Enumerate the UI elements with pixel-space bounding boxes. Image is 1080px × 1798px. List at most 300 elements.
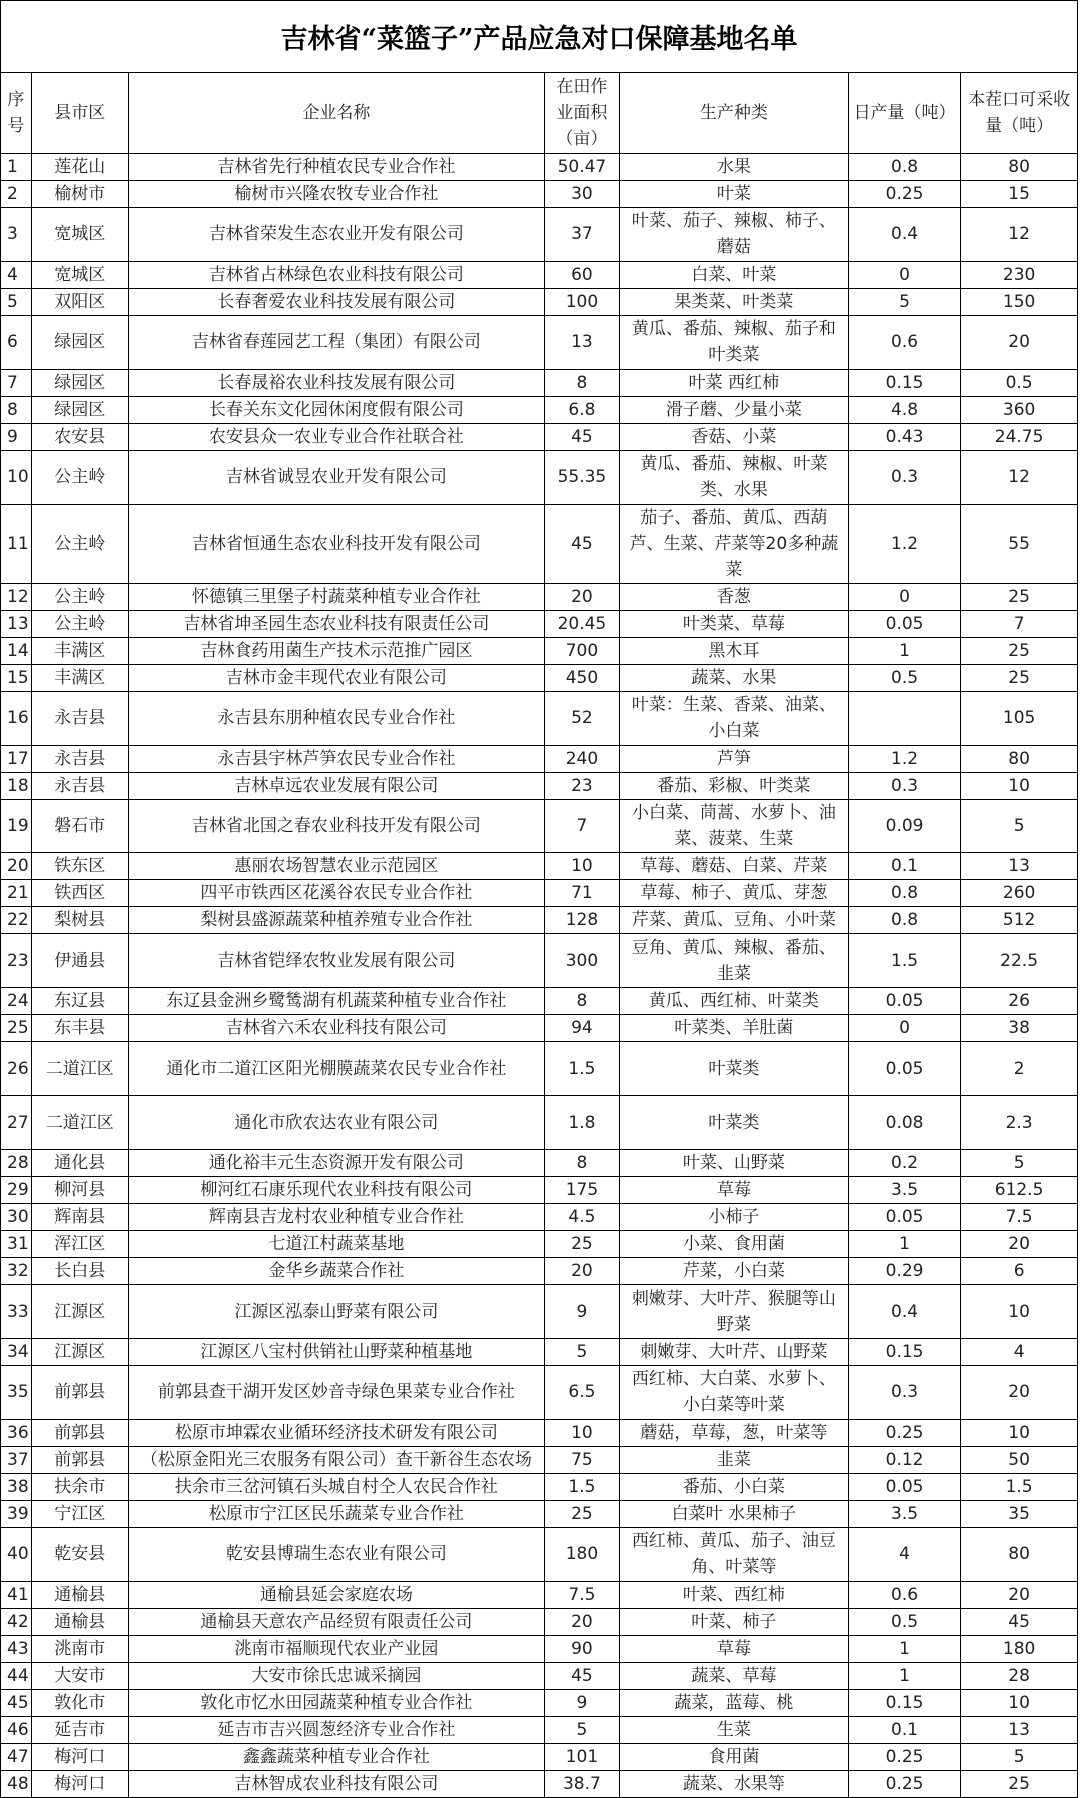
cell-daily: 0 xyxy=(848,261,960,288)
table-row xyxy=(1,880,1078,907)
cell-daily: 0.15 xyxy=(848,369,960,396)
cell-seq: 47 xyxy=(1,1743,32,1770)
cell-area: 9 xyxy=(544,1285,619,1339)
header-seq: 序号 xyxy=(1,73,32,154)
cell-seq: 9 xyxy=(1,423,32,450)
cell-company: 梨树县盛源蔬菜种植养殖专业合作社 xyxy=(128,907,544,934)
table-row xyxy=(1,396,1078,423)
cell-type: 果类菜、叶类菜 xyxy=(619,288,848,315)
table-body xyxy=(1,154,1078,1798)
table-row xyxy=(1,288,1078,315)
cell-company: 洮南市福顺现代农业产业园 xyxy=(128,1635,544,1662)
cell-daily: 3.5 xyxy=(848,1177,960,1204)
base-list-table xyxy=(0,72,1078,1798)
table-row xyxy=(1,691,1078,745)
table-row xyxy=(1,583,1078,610)
cell-seq: 45 xyxy=(1,1689,32,1716)
cell-harvest: 360 xyxy=(961,396,1078,423)
cell-type: 叶菜：生菜、香菜、油菜、小白菜 xyxy=(619,691,848,745)
table-row xyxy=(1,853,1078,880)
table-row xyxy=(1,610,1078,637)
cell-company: 长春奢爱农业科技发展有限公司 xyxy=(128,288,544,315)
cell-area: 38.7 xyxy=(544,1770,619,1797)
cell-area: 25 xyxy=(544,1500,619,1527)
table-row xyxy=(1,1635,1078,1662)
cell-area: 20.45 xyxy=(544,610,619,637)
cell-harvest: 10 xyxy=(961,1285,1078,1339)
cell-company: 通榆县延会家庭农场 xyxy=(128,1581,544,1608)
cell-area: 37 xyxy=(544,208,619,262)
table-row xyxy=(1,664,1078,691)
cell-county: 辉南县 xyxy=(31,1204,128,1231)
cell-type: 白菜叶 水果柿子 xyxy=(619,1500,848,1527)
cell-county: 宽城区 xyxy=(31,208,128,262)
cell-county: 长白县 xyxy=(31,1258,128,1285)
cell-daily: 0.12 xyxy=(848,1446,960,1473)
cell-harvest: 12 xyxy=(961,450,1078,504)
table-row xyxy=(1,799,1078,853)
cell-daily: 0.6 xyxy=(848,315,960,369)
cell-county: 通化县 xyxy=(31,1150,128,1177)
cell-county: 丰满区 xyxy=(31,637,128,664)
cell-seq: 29 xyxy=(1,1177,32,1204)
cell-type: 豆角、黄瓜、辣椒、番茄、韭菜 xyxy=(619,934,848,988)
table-row xyxy=(1,423,1078,450)
cell-county: 梨树县 xyxy=(31,907,128,934)
cell-harvest: 38 xyxy=(961,1015,1078,1042)
cell-company: 吉林省铠绎农牧业发展有限公司 xyxy=(128,934,544,988)
table-row xyxy=(1,1150,1078,1177)
cell-seq: 36 xyxy=(1,1419,32,1446)
cell-county: 通榆县 xyxy=(31,1581,128,1608)
cell-daily: 0.25 xyxy=(848,1770,960,1797)
cell-county: 浑江区 xyxy=(31,1231,128,1258)
cell-daily: 1 xyxy=(848,1662,960,1689)
cell-type: 草莓 xyxy=(619,1635,848,1662)
cell-type: 西红柿、大白菜、水萝卜、小白菜等叶菜 xyxy=(619,1366,848,1420)
cell-daily: 1 xyxy=(848,1635,960,1662)
cell-harvest: 7.5 xyxy=(961,1204,1078,1231)
cell-type: 草莓、柿子、黄瓜、芽葱 xyxy=(619,880,848,907)
cell-county: 永吉县 xyxy=(31,691,128,745)
cell-daily: 0 xyxy=(848,1015,960,1042)
cell-harvest: 50 xyxy=(961,1446,1078,1473)
cell-type: 蔬菜、水果等 xyxy=(619,1770,848,1797)
cell-county: 二道江区 xyxy=(31,1042,128,1096)
cell-county: 洮南市 xyxy=(31,1635,128,1662)
cell-county: 前郭县 xyxy=(31,1419,128,1446)
cell-harvest: 7 xyxy=(961,610,1078,637)
cell-company: （松原金阳光三农服务有限公司）查干新谷生态农场 xyxy=(128,1446,544,1473)
cell-county: 永吉县 xyxy=(31,745,128,772)
cell-area: 1.8 xyxy=(544,1096,619,1150)
cell-company: 吉林省六禾农业科技有限公司 xyxy=(128,1015,544,1042)
header-daily: 日产量（吨） xyxy=(848,73,960,154)
cell-type: 香葱 xyxy=(619,583,848,610)
cell-seq: 25 xyxy=(1,1015,32,1042)
cell-type: 叶菜、山野菜 xyxy=(619,1150,848,1177)
cell-harvest: 260 xyxy=(961,880,1078,907)
cell-company: 吉林省诚昱农业开发有限公司 xyxy=(128,450,544,504)
cell-daily: 5 xyxy=(848,288,960,315)
cell-company: 乾安县博瑞生态农业有限公司 xyxy=(128,1527,544,1581)
cell-harvest: 150 xyxy=(961,288,1078,315)
cell-county: 双阳区 xyxy=(31,288,128,315)
cell-daily: 0.2 xyxy=(848,1150,960,1177)
cell-county: 宽城区 xyxy=(31,261,128,288)
cell-area: 30 xyxy=(544,181,619,208)
cell-area: 7.5 xyxy=(544,1581,619,1608)
cell-seq: 40 xyxy=(1,1527,32,1581)
cell-company: 敦化市忆水田园蔬菜种植专业合作社 xyxy=(128,1689,544,1716)
cell-county: 东丰县 xyxy=(31,1015,128,1042)
cell-company: 吉林智成农业科技有限公司 xyxy=(128,1770,544,1797)
cell-area: 13 xyxy=(544,315,619,369)
cell-daily: 0.05 xyxy=(848,1473,960,1500)
table-row xyxy=(1,1042,1078,1096)
cell-seq: 41 xyxy=(1,1581,32,1608)
cell-county: 梅河口 xyxy=(31,1770,128,1797)
header-type: 生产种类 xyxy=(619,73,848,154)
cell-harvest: 2 xyxy=(961,1042,1078,1096)
cell-county: 东辽县 xyxy=(31,988,128,1015)
cell-county: 二道江区 xyxy=(31,1096,128,1150)
cell-county: 柳河县 xyxy=(31,1177,128,1204)
table-row xyxy=(1,988,1078,1015)
table-row xyxy=(1,154,1078,181)
cell-harvest: 12 xyxy=(961,208,1078,262)
cell-harvest: 22.5 xyxy=(961,934,1078,988)
cell-seq: 17 xyxy=(1,745,32,772)
cell-county: 莲花山 xyxy=(31,154,128,181)
cell-daily: 0.6 xyxy=(848,1581,960,1608)
table-row xyxy=(1,1500,1078,1527)
cell-area: 25 xyxy=(544,1231,619,1258)
cell-company: 松原市宁江区民乐蔬菜专业合作社 xyxy=(128,1500,544,1527)
cell-type: 叶菜、柿子 xyxy=(619,1608,848,1635)
cell-harvest: 24.75 xyxy=(961,423,1078,450)
cell-seq: 19 xyxy=(1,799,32,853)
cell-daily: 3.5 xyxy=(848,1500,960,1527)
cell-daily: 0.8 xyxy=(848,907,960,934)
cell-company: 东辽县金洲乡鹭鸶湖有机蔬菜种植专业合作社 xyxy=(128,988,544,1015)
cell-seq: 42 xyxy=(1,1608,32,1635)
cell-harvest: 6 xyxy=(961,1258,1078,1285)
cell-seq: 8 xyxy=(1,396,32,423)
cell-daily: 0.3 xyxy=(848,772,960,799)
cell-daily: 1 xyxy=(848,637,960,664)
cell-seq: 35 xyxy=(1,1366,32,1420)
cell-harvest: 25 xyxy=(961,664,1078,691)
cell-harvest: 80 xyxy=(961,1527,1078,1581)
table-row xyxy=(1,1581,1078,1608)
cell-county: 江源区 xyxy=(31,1285,128,1339)
cell-area: 45 xyxy=(544,1662,619,1689)
cell-area: 1.5 xyxy=(544,1473,619,1500)
cell-county: 敦化市 xyxy=(31,1689,128,1716)
cell-area: 75 xyxy=(544,1446,619,1473)
table-row xyxy=(1,1473,1078,1500)
cell-daily: 0.08 xyxy=(848,1096,960,1150)
cell-harvest: 20 xyxy=(961,1581,1078,1608)
cell-harvest: 35 xyxy=(961,1500,1078,1527)
cell-harvest: 4 xyxy=(961,1339,1078,1366)
cell-type: 白菜、叶菜 xyxy=(619,261,848,288)
table-row xyxy=(1,1608,1078,1635)
table-row xyxy=(1,1446,1078,1473)
cell-daily: 0.4 xyxy=(848,208,960,262)
cell-county: 通榆县 xyxy=(31,1608,128,1635)
cell-company: 吉林食药用菌生产技术示范推广园区 xyxy=(128,637,544,664)
cell-harvest: 512 xyxy=(961,907,1078,934)
cell-company: 怀德镇三里堡子村蔬菜种植专业合作社 xyxy=(128,583,544,610)
table-row xyxy=(1,1015,1078,1042)
cell-company: 通化市二道江区阳光棚膜蔬菜农民专业合作社 xyxy=(128,1042,544,1096)
cell-area: 9 xyxy=(544,1689,619,1716)
cell-area: 23 xyxy=(544,772,619,799)
cell-county: 铁西区 xyxy=(31,880,128,907)
cell-county: 绿园区 xyxy=(31,369,128,396)
cell-daily: 0.05 xyxy=(848,610,960,637)
cell-harvest: 25 xyxy=(961,637,1078,664)
cell-county: 绿园区 xyxy=(31,315,128,369)
cell-seq: 14 xyxy=(1,637,32,664)
cell-area: 700 xyxy=(544,637,619,664)
cell-county: 乾安县 xyxy=(31,1527,128,1581)
cell-type: 草莓、蘑菇、白菜、芹菜 xyxy=(619,853,848,880)
cell-daily: 0.25 xyxy=(848,1743,960,1770)
cell-daily: 0.25 xyxy=(848,1419,960,1446)
cell-company: 吉林省春莲园艺工程（集团）有限公司 xyxy=(128,315,544,369)
cell-seq: 48 xyxy=(1,1770,32,1797)
cell-seq: 24 xyxy=(1,988,32,1015)
cell-area: 20 xyxy=(544,1258,619,1285)
table-row xyxy=(1,504,1078,583)
cell-area: 60 xyxy=(544,261,619,288)
cell-daily: 0.1 xyxy=(848,1716,960,1743)
cell-area: 8 xyxy=(544,1150,619,1177)
cell-area: 4.5 xyxy=(544,1204,619,1231)
cell-daily: 0.29 xyxy=(848,1258,960,1285)
cell-daily: 0.5 xyxy=(848,664,960,691)
cell-company: 吉林省恒通生态农业科技开发有限公司 xyxy=(128,504,544,583)
cell-area: 7 xyxy=(544,799,619,853)
cell-seq: 30 xyxy=(1,1204,32,1231)
cell-harvest: 25 xyxy=(961,583,1078,610)
cell-seq: 38 xyxy=(1,1473,32,1500)
table-row xyxy=(1,1689,1078,1716)
cell-county: 丰满区 xyxy=(31,664,128,691)
cell-company: 松原市坤霖农业循环经济技术研发有限公司 xyxy=(128,1419,544,1446)
cell-seq: 26 xyxy=(1,1042,32,1096)
cell-type: 叶类菜、草莓 xyxy=(619,610,848,637)
cell-company: 长春关东文化园休闲度假有限公司 xyxy=(128,396,544,423)
cell-daily: 0.15 xyxy=(848,1689,960,1716)
cell-county: 江源区 xyxy=(31,1339,128,1366)
cell-county: 农安县 xyxy=(31,423,128,450)
cell-harvest: 26 xyxy=(961,988,1078,1015)
cell-type: 草莓 xyxy=(619,1177,848,1204)
cell-area: 5 xyxy=(544,1716,619,1743)
cell-area: 101 xyxy=(544,1743,619,1770)
cell-company: 辉南县吉龙村农业种植专业合作社 xyxy=(128,1204,544,1231)
cell-seq: 10 xyxy=(1,450,32,504)
document-title: 吉林省“菜篮子”产品应急对口保障基地名单 xyxy=(0,0,1078,72)
cell-type: 茄子、番茄、黄瓜、西葫芦、生菜、芹菜等20多种蔬菜 xyxy=(619,504,848,583)
table-row xyxy=(1,261,1078,288)
cell-harvest: 230 xyxy=(961,261,1078,288)
cell-type: 叶菜 xyxy=(619,181,848,208)
cell-county: 宁江区 xyxy=(31,1500,128,1527)
cell-daily: 0.05 xyxy=(848,988,960,1015)
cell-company: 吉林省坤圣园生态农业科技有限责任公司 xyxy=(128,610,544,637)
cell-area: 300 xyxy=(544,934,619,988)
cell-county: 磐石市 xyxy=(31,799,128,853)
cell-type: 蔬菜、水果 xyxy=(619,664,848,691)
cell-seq: 34 xyxy=(1,1339,32,1366)
cell-daily: 0.8 xyxy=(848,154,960,181)
cell-area: 5 xyxy=(544,1339,619,1366)
cell-type: 叶菜类、羊肚菌 xyxy=(619,1015,848,1042)
cell-company: 吉林省荣发生态农业开发有限公司 xyxy=(128,208,544,262)
cell-harvest: 612.5 xyxy=(961,1177,1078,1204)
cell-type: 小菜、食用菌 xyxy=(619,1231,848,1258)
table-row xyxy=(1,1366,1078,1420)
cell-company: 惠丽农场智慧农业示范园区 xyxy=(128,853,544,880)
cell-type: 韭菜 xyxy=(619,1446,848,1473)
cell-daily: 0.05 xyxy=(848,1042,960,1096)
cell-seq: 23 xyxy=(1,934,32,988)
cell-area: 240 xyxy=(544,745,619,772)
table-row xyxy=(1,315,1078,369)
cell-harvest: 105 xyxy=(961,691,1078,745)
table-row xyxy=(1,208,1078,262)
cell-company: 吉林省先行种植农民专业合作社 xyxy=(128,154,544,181)
table-row xyxy=(1,1419,1078,1446)
cell-harvest: 13 xyxy=(961,853,1078,880)
cell-company: 江源区八宝村供销社山野菜种植基地 xyxy=(128,1339,544,1366)
cell-type: 叶菜、茄子、辣椒、柿子、蘑菇 xyxy=(619,208,848,262)
cell-harvest: 1.5 xyxy=(961,1473,1078,1500)
cell-type: 芹菜、黄瓜、豆角、小叶菜 xyxy=(619,907,848,934)
table-row xyxy=(1,934,1078,988)
cell-area: 94 xyxy=(544,1015,619,1042)
cell-type: 蔬菜，蓝莓、桃 xyxy=(619,1689,848,1716)
table-row xyxy=(1,745,1078,772)
cell-county: 铁东区 xyxy=(31,853,128,880)
cell-type: 水果 xyxy=(619,154,848,181)
cell-county: 梅河口 xyxy=(31,1743,128,1770)
cell-company: 金华乡蔬菜合作社 xyxy=(128,1258,544,1285)
table-row xyxy=(1,1258,1078,1285)
cell-seq: 21 xyxy=(1,880,32,907)
cell-harvest: 2.3 xyxy=(961,1096,1078,1150)
table-row xyxy=(1,1177,1078,1204)
header-company: 企业名称 xyxy=(128,73,544,154)
cell-seq: 16 xyxy=(1,691,32,745)
cell-daily: 0.25 xyxy=(848,181,960,208)
cell-area: 128 xyxy=(544,907,619,934)
cell-company: 通化裕丰元生态资源开发有限公司 xyxy=(128,1150,544,1177)
cell-seq: 32 xyxy=(1,1258,32,1285)
cell-harvest: 55 xyxy=(961,504,1078,583)
table-row xyxy=(1,1743,1078,1770)
cell-type: 叶菜 西红柿 xyxy=(619,369,848,396)
cell-type: 番茄、彩椒、叶类菜 xyxy=(619,772,848,799)
cell-county: 公主岭 xyxy=(31,450,128,504)
cell-harvest: 0.5 xyxy=(961,369,1078,396)
cell-seq: 28 xyxy=(1,1150,32,1177)
cell-type: 叶菜、西红柿 xyxy=(619,1581,848,1608)
cell-company: 长春晟裕农业科技发展有限公司 xyxy=(128,369,544,396)
cell-county: 大安市 xyxy=(31,1662,128,1689)
cell-harvest: 10 xyxy=(961,1419,1078,1446)
cell-type: 香菇、小菜 xyxy=(619,423,848,450)
cell-county: 前郭县 xyxy=(31,1446,128,1473)
header-harvest: 本茬口可采收量（吨） xyxy=(961,73,1078,154)
table-row xyxy=(1,1096,1078,1150)
cell-area: 20 xyxy=(544,1608,619,1635)
cell-type: 芹菜，小白菜 xyxy=(619,1258,848,1285)
cell-area: 45 xyxy=(544,504,619,583)
cell-county: 公主岭 xyxy=(31,610,128,637)
cell-company: 七道江村蔬菜基地 xyxy=(128,1231,544,1258)
table-row xyxy=(1,1527,1078,1581)
cell-type: 食用菌 xyxy=(619,1743,848,1770)
cell-daily xyxy=(848,691,960,745)
cell-daily: 1.2 xyxy=(848,745,960,772)
cell-area: 52 xyxy=(544,691,619,745)
cell-seq: 15 xyxy=(1,664,32,691)
cell-type: 黑木耳 xyxy=(619,637,848,664)
cell-county: 永吉县 xyxy=(31,772,128,799)
cell-type: 蘑菇，草莓，葱，叶菜等 xyxy=(619,1419,848,1446)
cell-daily: 0.05 xyxy=(848,1204,960,1231)
cell-area: 45 xyxy=(544,423,619,450)
cell-area: 8 xyxy=(544,369,619,396)
cell-company: 吉林卓远农业发展有限公司 xyxy=(128,772,544,799)
table-row xyxy=(1,907,1078,934)
cell-type: 番茄、小白菜 xyxy=(619,1473,848,1500)
cell-type: 刺嫩芽、大叶芹、山野菜 xyxy=(619,1339,848,1366)
cell-county: 扶余市 xyxy=(31,1473,128,1500)
cell-type: 蔬菜、草莓 xyxy=(619,1662,848,1689)
cell-harvest: 20 xyxy=(961,1366,1078,1420)
cell-seq: 11 xyxy=(1,504,32,583)
cell-daily: 4 xyxy=(848,1527,960,1581)
cell-company: 江源区泓泰山野菜有限公司 xyxy=(128,1285,544,1339)
cell-seq: 12 xyxy=(1,583,32,610)
table-row xyxy=(1,1285,1078,1339)
cell-company: 鑫鑫蔬菜种植专业合作社 xyxy=(128,1743,544,1770)
cell-seq: 43 xyxy=(1,1635,32,1662)
cell-daily: 1.5 xyxy=(848,934,960,988)
table-row xyxy=(1,1770,1078,1797)
cell-area: 100 xyxy=(544,288,619,315)
cell-type: 西红柿、黄瓜、茄子、油豆角、叶菜等 xyxy=(619,1527,848,1581)
table-row xyxy=(1,1339,1078,1366)
cell-daily: 4.8 xyxy=(848,396,960,423)
cell-harvest: 10 xyxy=(961,772,1078,799)
table-row xyxy=(1,1662,1078,1689)
cell-type: 芦笋 xyxy=(619,745,848,772)
cell-daily: 0.43 xyxy=(848,423,960,450)
cell-area: 50.47 xyxy=(544,154,619,181)
cell-harvest: 45 xyxy=(961,1608,1078,1635)
table-row xyxy=(1,450,1078,504)
cell-seq: 6 xyxy=(1,315,32,369)
cell-company: 通榆县天意农产品经贸有限责任公司 xyxy=(128,1608,544,1635)
